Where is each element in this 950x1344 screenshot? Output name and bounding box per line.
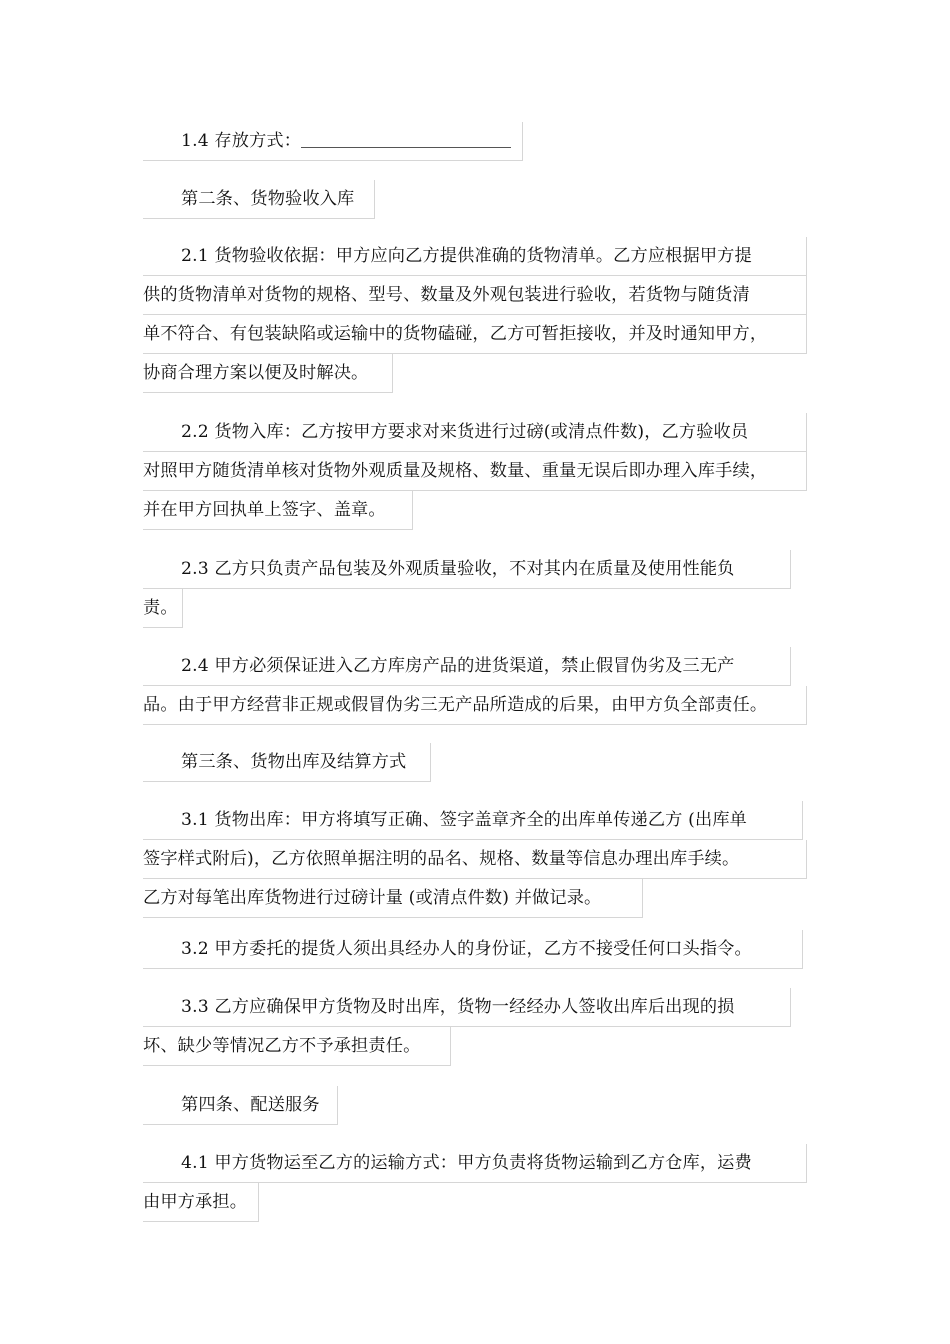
- paragraph-2-1: [143, 237, 807, 393]
- paragraph-3-1: [143, 801, 807, 918]
- paragraph-line: 品。由于甲方经营非正规或假冒伪劣三无产品所造成的后果，由甲方负全部责任。: [143, 686, 807, 725]
- paragraph-line: 责。: [143, 589, 183, 628]
- paragraph-2-3: [143, 550, 791, 628]
- paragraph-line: 单不符合、有包装缺陷或运输中的货物磕碰，乙方可暂拒接收，并及时通知甲方，: [143, 315, 807, 354]
- paragraph-line: 供的货物清单对货物的规格、型号、数量及外观包装进行验收，若货物与随货清: [143, 276, 807, 315]
- paragraph-line: 由甲方承担。: [143, 1183, 259, 1222]
- paragraph-3-2: [143, 930, 803, 969]
- paragraph-line: 第二条、货物验收入库: [143, 180, 375, 219]
- paragraph-2-4: [143, 647, 807, 725]
- fill-in-blank: [301, 125, 511, 148]
- paragraph-line: 3.2 甲方委托的提货人须出具经办人的身份证，乙方不接受任何口头指令。: [143, 930, 803, 969]
- paragraph-line: 第四条、配送服务: [143, 1086, 338, 1125]
- paragraph-line: 2.1 货物验收依据：甲方应向乙方提供准确的货物清单。乙方应根据甲方提: [143, 237, 807, 276]
- paragraph-line: 2.3 乙方只负责产品包装及外观质量验收，不对其内在质量及使用性能负: [143, 550, 791, 589]
- section-heading-2: [143, 180, 375, 219]
- paragraph-line: [143, 122, 523, 161]
- paragraph-line: 并在甲方回执单上签字、盖章。: [143, 491, 413, 530]
- paragraph-1-4: [143, 122, 523, 161]
- paragraph-line: 乙方对每笔出库货物进行过磅计量 (或清点件数) 并做记录。: [143, 879, 643, 918]
- paragraph-line: 3.1 货物出库：甲方将填写正确、签字盖章齐全的出库单传递乙方 (出库单: [143, 801, 803, 840]
- paragraph-line: 对照甲方随货清单核对货物外观质量及规格、数量、重量无误后即办理入库手续，: [143, 452, 807, 491]
- paragraph-line: 第三条、货物出库及结算方式: [143, 743, 431, 782]
- paragraph-line: 2.2 货物入库：乙方按甲方要求对来货进行过磅(或清点件数)，乙方验收员: [143, 413, 807, 452]
- line-text: 1.4 存放方式：: [181, 131, 302, 151]
- paragraph-line: 协商合理方案以便及时解决。: [143, 354, 393, 393]
- paragraph-line: 2.4 甲方必须保证进入乙方库房产品的进货渠道，禁止假冒伪劣及三无产: [143, 647, 791, 686]
- section-heading-4: [143, 1086, 338, 1125]
- paragraph-line: 签字样式附后)，乙方依照单据注明的品名、规格、数量等信息办理出库手续。: [143, 840, 807, 879]
- paragraph-2-2: [143, 413, 807, 530]
- section-heading-3: [143, 743, 431, 782]
- paragraph-line: 4.1 甲方货物运至乙方的运输方式：甲方负责将货物运输到乙方仓库，运费: [143, 1144, 807, 1183]
- paragraph-line: 3.3 乙方应确保甲方货物及时出库，货物一经经办人签收出库后出现的损: [143, 988, 791, 1027]
- paragraph-3-3: [143, 988, 791, 1066]
- paragraph-line: 坏、缺少等情况乙方不予承担责任。: [143, 1027, 451, 1066]
- paragraph-4-1: [143, 1144, 807, 1222]
